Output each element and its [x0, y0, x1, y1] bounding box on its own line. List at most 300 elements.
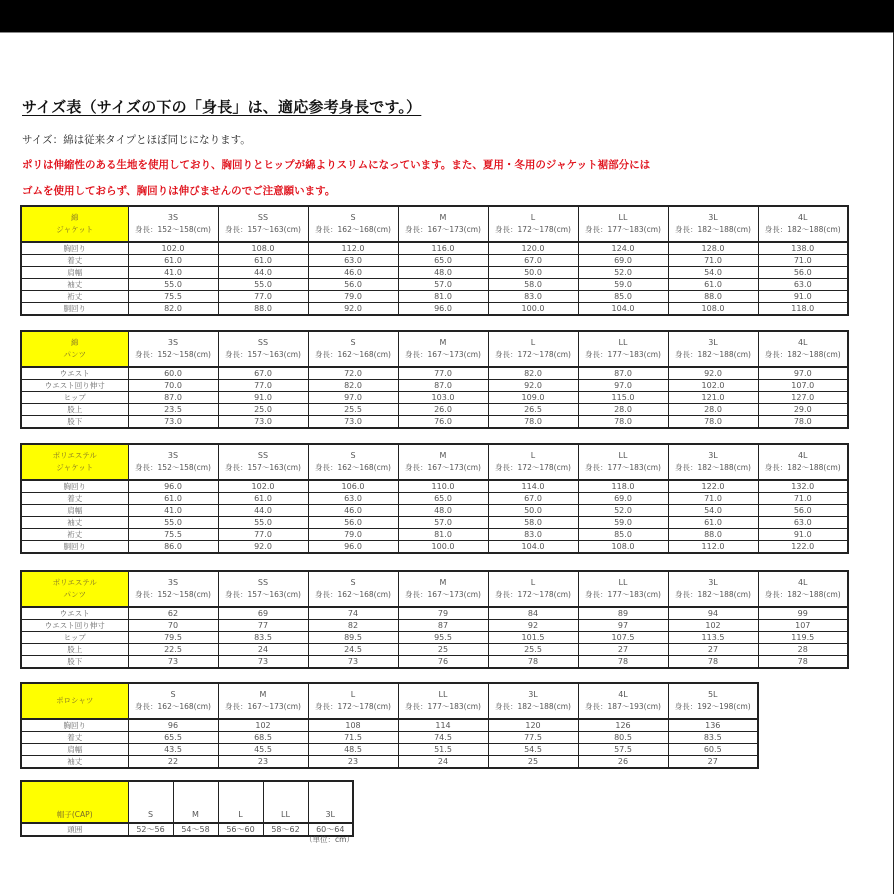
size-header-cell	[173, 781, 218, 823]
value-cell: 41.0	[128, 267, 218, 279]
value-cell: 58〜62	[263, 823, 308, 836]
value-cell: 120.0	[488, 242, 578, 255]
value-cell: 56.0	[758, 267, 848, 279]
value-cell: 78	[668, 656, 758, 669]
value-cell: 104.0	[488, 541, 578, 554]
value-cell: 74	[308, 607, 398, 620]
height-range: 身長：162〜168(cm)	[135, 702, 211, 711]
value-cell: 87.0	[128, 392, 218, 404]
value-cell: 83.0	[488, 529, 578, 541]
height-range: 身長：172〜178(cm)	[495, 350, 571, 359]
value-cell: 91.0	[218, 392, 308, 404]
note-text: サイズ：綿は従来タイプとほぼ同じになります。	[22, 134, 251, 146]
size-label: 3S	[167, 338, 179, 347]
table-row	[21, 656, 848, 669]
value-cell: 52〜56	[128, 823, 173, 836]
value-cell: 48.0	[398, 267, 488, 279]
table-row	[21, 607, 848, 620]
row-label: 裄丈	[21, 291, 128, 303]
value-cell: 118.0	[578, 480, 668, 493]
size-label: S	[350, 213, 356, 222]
value-cell: 96.0	[308, 541, 398, 554]
size-header-cell	[758, 444, 848, 480]
value-cell: 114.0	[488, 480, 578, 493]
size-label: L	[238, 810, 243, 819]
value-cell: 107.0	[758, 380, 848, 392]
category-label: ジャケット	[56, 463, 94, 472]
value-cell: 77.0	[398, 367, 488, 380]
row-label: 裄丈	[21, 529, 128, 541]
value-cell: 71.0	[758, 255, 848, 267]
value-cell: 61.0	[218, 255, 308, 267]
value-cell: 106.0	[308, 480, 398, 493]
table-row	[21, 744, 758, 756]
value-cell: 57.0	[398, 517, 488, 529]
value-cell: 100.0	[398, 541, 488, 554]
table-row	[21, 529, 848, 541]
value-cell: 92.0	[488, 380, 578, 392]
value-cell: 54.0	[668, 505, 758, 517]
size-header-cell	[308, 444, 398, 480]
value-cell: 81.0	[398, 291, 488, 303]
value-cell: 119.5	[758, 632, 848, 644]
value-cell: 46.0	[308, 267, 398, 279]
size-label: 3L	[708, 213, 718, 222]
value-cell: 73.0	[308, 416, 398, 429]
size-label: L	[530, 213, 536, 222]
size-header-cell	[578, 206, 668, 242]
size-header-cell	[488, 331, 578, 367]
value-cell: 55.0	[128, 517, 218, 529]
value-cell: 29.0	[758, 404, 848, 416]
value-cell: 79.0	[308, 291, 398, 303]
value-cell: 71.0	[668, 493, 758, 505]
size-label: 4L	[797, 213, 808, 222]
value-cell: 60.5	[668, 744, 758, 756]
value-cell: 78	[578, 656, 668, 669]
height-range: 身長：177〜183(cm)	[405, 702, 481, 711]
value-cell: 23	[218, 756, 308, 769]
value-cell: 77.0	[218, 380, 308, 392]
height-range: 身長：152〜158(cm)	[135, 463, 211, 472]
height-range: 身長：177〜183(cm)	[585, 590, 661, 599]
value-cell: 56.0	[308, 279, 398, 291]
value-cell: 124.0	[578, 242, 668, 255]
value-cell: 55.0	[218, 517, 308, 529]
value-cell: 44.0	[218, 267, 308, 279]
header-row	[21, 206, 848, 242]
size-table-polyester-jacket	[20, 443, 849, 554]
value-cell: 94	[668, 607, 758, 620]
size-header-cell	[128, 331, 218, 367]
height-range: 身長：167〜173(cm)	[405, 225, 481, 234]
size-header-cell	[308, 781, 353, 823]
value-cell: 61.0	[218, 493, 308, 505]
value-cell: 103.0	[398, 392, 488, 404]
size-table-polo-shirt	[20, 682, 759, 769]
value-cell: 25.0	[218, 404, 308, 416]
size-label: S	[147, 810, 154, 819]
value-cell: 56〜60	[218, 823, 263, 836]
value-cell: 67.0	[488, 255, 578, 267]
size-header-cell	[128, 444, 218, 480]
size-header-cell	[398, 331, 488, 367]
value-cell: 25.5	[488, 644, 578, 656]
size-header-cell	[578, 683, 668, 719]
row-label: 着丈	[21, 732, 128, 744]
value-cell: 60〜64	[308, 823, 353, 836]
value-cell: 25	[488, 756, 578, 769]
size-header-cell	[668, 331, 758, 367]
category-label: ポリエステル	[52, 578, 97, 587]
value-cell: 92.0	[668, 367, 758, 380]
value-cell: 73.0	[128, 416, 218, 429]
value-cell: 26.5	[488, 404, 578, 416]
header-row	[21, 571, 848, 607]
size-header-cell	[128, 571, 218, 607]
height-range: 身長：162〜168(cm)	[315, 225, 391, 234]
height-range: 身長：182〜188(cm)	[675, 463, 751, 472]
value-cell: 107	[758, 620, 848, 632]
value-cell: 76	[398, 656, 488, 669]
category-cell	[21, 781, 128, 823]
header-row	[21, 331, 848, 367]
table-row	[21, 517, 848, 529]
height-range: 身長：182〜188(cm)	[764, 463, 841, 472]
size-label: LL	[618, 451, 628, 460]
value-cell: 26	[578, 756, 668, 769]
table-row	[21, 404, 848, 416]
value-cell: 63.0	[758, 279, 848, 291]
table-row	[21, 732, 758, 744]
value-cell: 96.0	[398, 303, 488, 316]
size-header-cell	[488, 206, 578, 242]
value-cell: 54〜58	[173, 823, 218, 836]
size-label: LL	[618, 578, 628, 587]
value-cell: 96	[128, 719, 218, 732]
size-label: 3L	[708, 578, 718, 587]
row-label: 股下	[21, 416, 128, 429]
value-cell: 79.5	[128, 632, 218, 644]
size-label: M	[259, 690, 267, 699]
table-row	[21, 823, 353, 836]
row-label: 股下	[21, 656, 128, 669]
category-label: パンツ	[63, 350, 86, 359]
size-table-polyester-pants	[20, 570, 849, 669]
height-range: 身長：172〜178(cm)	[315, 702, 391, 711]
size-header-cell	[308, 571, 398, 607]
value-cell: 57.5	[578, 744, 668, 756]
value-cell: 28.0	[578, 404, 668, 416]
table-row	[21, 392, 848, 404]
value-cell: 24	[398, 756, 488, 769]
value-cell: 63.0	[758, 517, 848, 529]
height-range: 身長：157〜163(cm)	[225, 590, 301, 599]
value-cell: 81.0	[398, 529, 488, 541]
value-cell: 127.0	[758, 392, 848, 404]
size-label: 3S	[167, 451, 179, 460]
value-cell: 78.0	[578, 416, 668, 429]
value-cell: 114	[398, 719, 488, 732]
value-cell: 108.0	[218, 242, 308, 255]
size-header-cell	[488, 571, 578, 607]
size-table-cotton-pants	[20, 330, 849, 429]
size-header-cell	[668, 206, 758, 242]
size-label: M	[439, 451, 447, 460]
height-range: 身長：177〜183(cm)	[585, 225, 661, 234]
value-cell: 75.5	[128, 291, 218, 303]
row-label: 股上	[21, 404, 128, 416]
value-cell: 86.0	[128, 541, 218, 554]
value-cell: 65.5	[128, 732, 218, 744]
value-cell: 77.0	[218, 529, 308, 541]
size-label: S	[350, 578, 356, 587]
value-cell: 24.5	[308, 644, 398, 656]
value-cell: 91.0	[758, 291, 848, 303]
category-label: 綿	[71, 213, 79, 222]
value-cell: 63.0	[308, 255, 398, 267]
warning-text-line1: ポリは伸縮性のある生地を使用しており、胸回りとヒップが綿よりスリムになっています。また、夏用・冬用のジャケット裾部分には	[22, 159, 651, 171]
value-cell: 97.0	[758, 367, 848, 380]
height-range: 身長：152〜158(cm)	[135, 350, 211, 359]
value-cell: 78.0	[668, 416, 758, 429]
category-cell	[21, 571, 128, 607]
size-header-cell	[758, 331, 848, 367]
value-cell: 116.0	[398, 242, 488, 255]
value-cell: 48.5	[308, 744, 398, 756]
top-black-bar	[0, 0, 894, 33]
value-cell: 50.0	[488, 267, 578, 279]
value-cell: 71.0	[668, 255, 758, 267]
size-header-cell	[218, 331, 308, 367]
value-cell: 51.5	[398, 744, 488, 756]
value-cell: 73	[218, 656, 308, 669]
value-cell: 95.5	[398, 632, 488, 644]
height-range: 身長：152〜158(cm)	[135, 225, 211, 234]
category-label: 綿	[71, 338, 79, 347]
row-label: ウエスト回り伸寸	[21, 380, 128, 392]
size-label: S	[350, 338, 356, 347]
size-label: M	[439, 338, 447, 347]
value-cell: 113.5	[668, 632, 758, 644]
size-header-cell	[578, 444, 668, 480]
size-header-cell	[488, 683, 578, 719]
value-cell: 73.0	[218, 416, 308, 429]
value-cell: 80.5	[578, 732, 668, 744]
value-cell: 122.0	[758, 541, 848, 554]
value-cell: 50.0	[488, 505, 578, 517]
height-range: 身長：182〜188(cm)	[764, 350, 841, 359]
category-cell	[21, 206, 128, 242]
table-row	[21, 367, 848, 380]
row-label: 胴回り	[21, 541, 128, 554]
size-label: M	[439, 578, 447, 587]
size-header-cell	[398, 206, 488, 242]
size-header-cell	[128, 781, 173, 823]
size-label: 4L	[797, 338, 808, 347]
table-row	[21, 291, 848, 303]
value-cell: 28.0	[668, 404, 758, 416]
size-label: LL	[618, 213, 628, 222]
size-label: L	[530, 578, 536, 587]
value-cell: 63.0	[308, 493, 398, 505]
value-cell: 55.0	[128, 279, 218, 291]
value-cell: 77.5	[488, 732, 578, 744]
table-row	[21, 505, 848, 517]
size-header-cell	[263, 781, 308, 823]
value-cell: 87.0	[398, 380, 488, 392]
value-cell: 97.0	[578, 380, 668, 392]
size-label: 3S	[167, 213, 179, 222]
table-row	[21, 620, 848, 632]
size-label: 3L	[708, 338, 718, 347]
size-header-cell	[128, 683, 218, 719]
value-cell: 102.0	[668, 380, 758, 392]
value-cell: 79	[398, 607, 488, 620]
value-cell: 52.0	[578, 505, 668, 517]
value-cell: 72.0	[308, 367, 398, 380]
value-cell: 96.0	[128, 480, 218, 493]
value-cell: 128.0	[668, 242, 758, 255]
height-range: 身長：182〜188(cm)	[675, 225, 751, 234]
value-cell: 78.0	[758, 416, 848, 429]
value-cell: 112.0	[668, 541, 758, 554]
page-title: サイズ表（サイズの下の「身長」は、適応参考身長です。）	[22, 98, 422, 116]
value-cell: 69.0	[578, 255, 668, 267]
size-label: 4L	[618, 690, 628, 699]
height-range: 身長：182〜188(cm)	[495, 702, 571, 711]
value-cell: 58.0	[488, 279, 578, 291]
size-label: 5L	[707, 690, 718, 699]
value-cell: 132.0	[758, 480, 848, 493]
size-header-cell	[398, 444, 488, 480]
value-cell: 108.0	[578, 541, 668, 554]
value-cell: 78	[758, 656, 848, 669]
value-cell: 78.0	[488, 416, 578, 429]
value-cell: 112.0	[308, 242, 398, 255]
value-cell: 73	[308, 656, 398, 669]
value-cell: 59.0	[578, 517, 668, 529]
size-header-cell	[308, 331, 398, 367]
row-label: 着丈	[21, 255, 128, 267]
size-table-cap	[20, 780, 354, 837]
size-header-cell	[308, 683, 398, 719]
size-header-cell	[128, 206, 218, 242]
size-header-cell	[668, 571, 758, 607]
table-row	[21, 644, 848, 656]
value-cell: 75.5	[128, 529, 218, 541]
size-header-cell	[398, 683, 488, 719]
row-label: 肩幅	[21, 267, 128, 279]
value-cell: 56.0	[758, 505, 848, 517]
size-header-cell	[218, 781, 263, 823]
size-header-cell	[758, 206, 848, 242]
value-cell: 82	[308, 620, 398, 632]
value-cell: 102.0	[128, 242, 218, 255]
row-label: 胸回り	[21, 480, 128, 493]
unit-note: （単位：cm）	[305, 835, 354, 844]
category-label: ジャケット	[56, 225, 94, 234]
size-label: S	[350, 451, 356, 460]
value-cell: 48.0	[398, 505, 488, 517]
value-cell: 92.0	[308, 303, 398, 316]
value-cell: 61.0	[128, 493, 218, 505]
size-label: LL	[618, 338, 628, 347]
value-cell: 65.0	[398, 255, 488, 267]
value-cell: 56.0	[308, 517, 398, 529]
value-cell: 22.5	[128, 644, 218, 656]
row-label: 袖丈	[21, 279, 128, 291]
size-label: L	[350, 690, 356, 699]
row-label: 着丈	[21, 493, 128, 505]
size-label: SS	[257, 338, 269, 347]
value-cell: 55.0	[218, 279, 308, 291]
value-cell: 76.0	[398, 416, 488, 429]
header-row	[21, 781, 353, 823]
table-row	[21, 279, 848, 291]
value-cell: 77.0	[218, 291, 308, 303]
size-label: SS	[257, 578, 269, 587]
size-label: LL	[281, 810, 290, 819]
size-label: SS	[257, 213, 269, 222]
value-cell: 77	[218, 620, 308, 632]
height-range: 身長：157〜163(cm)	[225, 350, 301, 359]
height-range: 身長：182〜188(cm)	[675, 590, 751, 599]
size-label: L	[530, 338, 536, 347]
table-row	[21, 267, 848, 279]
value-cell: 24	[218, 644, 308, 656]
value-cell: 102.0	[218, 480, 308, 493]
value-cell: 136	[668, 719, 758, 732]
height-range: 身長：182〜188(cm)	[764, 590, 841, 599]
value-cell: 87	[398, 620, 488, 632]
value-cell: 45.5	[218, 744, 308, 756]
table-row	[21, 719, 758, 732]
table-row	[21, 416, 848, 429]
value-cell: 71.5	[308, 732, 398, 744]
height-range: 身長：157〜163(cm)	[225, 463, 301, 472]
value-cell: 102	[218, 719, 308, 732]
value-cell: 84	[488, 607, 578, 620]
height-range: 身長：157〜163(cm)	[225, 225, 301, 234]
value-cell: 120	[488, 719, 578, 732]
row-label: ウエスト	[21, 607, 128, 620]
row-label: 袖丈	[21, 756, 128, 769]
value-cell: 110.0	[398, 480, 488, 493]
value-cell: 25.5	[308, 404, 398, 416]
size-label: 3S	[167, 578, 179, 587]
value-cell: 61.0	[128, 255, 218, 267]
value-cell: 59.0	[578, 279, 668, 291]
value-cell: 126	[578, 719, 668, 732]
row-label: ヒップ	[21, 632, 128, 644]
value-cell: 85.0	[578, 529, 668, 541]
row-label: 胸回り	[21, 719, 128, 732]
value-cell: 85.0	[578, 291, 668, 303]
size-header-cell	[488, 444, 578, 480]
value-cell: 57.0	[398, 279, 488, 291]
value-cell: 138.0	[758, 242, 848, 255]
table-row	[21, 303, 848, 316]
table-row	[21, 255, 848, 267]
row-label: 胸回り	[21, 242, 128, 255]
value-cell: 67.0	[488, 493, 578, 505]
warning-text-line2: ゴムを使用しておらず、胸回りは伸びませんのでご注意願います。	[22, 185, 336, 197]
height-range: 身長：167〜173(cm)	[405, 463, 481, 472]
value-cell: 89	[578, 607, 668, 620]
value-cell: 46.0	[308, 505, 398, 517]
value-cell: 61.0	[668, 517, 758, 529]
